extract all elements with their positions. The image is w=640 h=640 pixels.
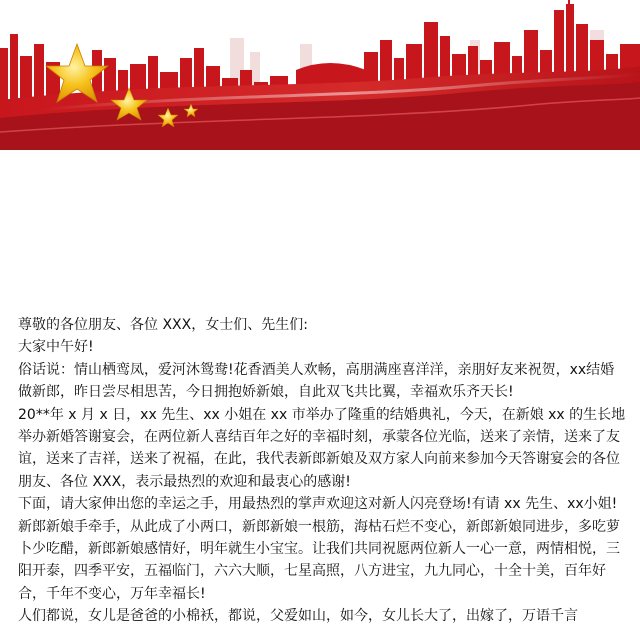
letter-paragraph: 20**年 x 月 x 日，xx 先生、xx 小姐在 xx 市举办了隆重的结婚典礼，今天，在新娘 xx 的生长地举办新婚答谢宴会，在两位新人喜结百年之好的幸福时刻，承蒙各位光临，送来了亲情，送来了友谊，送来了吉祥，送来了祝福，在此，我代表新郎新娘及双方家人向前来参加今天答谢宴会的各位朋友、各位 XXX，表示最热烈的欢迎和最衷心的感谢!: [18, 406, 626, 490]
letter-paragraph: 大家中午好!: [18, 339, 94, 356]
letter-greeting: 尊敬的各位朋友、各位 XXX，女士们、先生们:: [18, 317, 308, 333]
letter-paragraph: 新郎新娘手牵手，从此成了小两口，新郎新娘一根筋，海枯石烂不变心，新郎新娘同进步，多吃萝卜少吃醋，新郎新娘感情好，明年就生小宝宝。让我们共同祝愿两位新人一心一意，两情相悦，三阳开泰，四季平安，五福临门，六六大顺，七星高照，八方进宝，九九同心，十全十美，百年好合，千年不变心，万年幸福长!: [18, 518, 620, 602]
city-skyline-icon: [0, 0, 640, 150]
letter-paragraph: 人们都说，女儿是爸爸的小棉袄，都说，父爱如山，如今，女儿长大了，出嫁了，万语千言: [18, 608, 578, 625]
letter-paragraph: 下面，请大家伸出您的幸运之手，用最热烈的掌声欢迎这对新人闪亮登场!有请 xx 先生、xx小姐!: [18, 496, 618, 513]
letter-paragraph: 俗话说：情山栖鸾凤，爱河沐鸳鸯!花香酒美人欢畅，高朋满座喜洋洋，亲朋好友来祝贺，xx结婚做新郎，昨日尝尽相思苦，今日拥抱娇新娘，自此双飞共比翼，幸福欢乐齐天长!: [18, 361, 615, 401]
header-banner: [0, 0, 640, 150]
letter-body: [18, 314, 628, 628]
